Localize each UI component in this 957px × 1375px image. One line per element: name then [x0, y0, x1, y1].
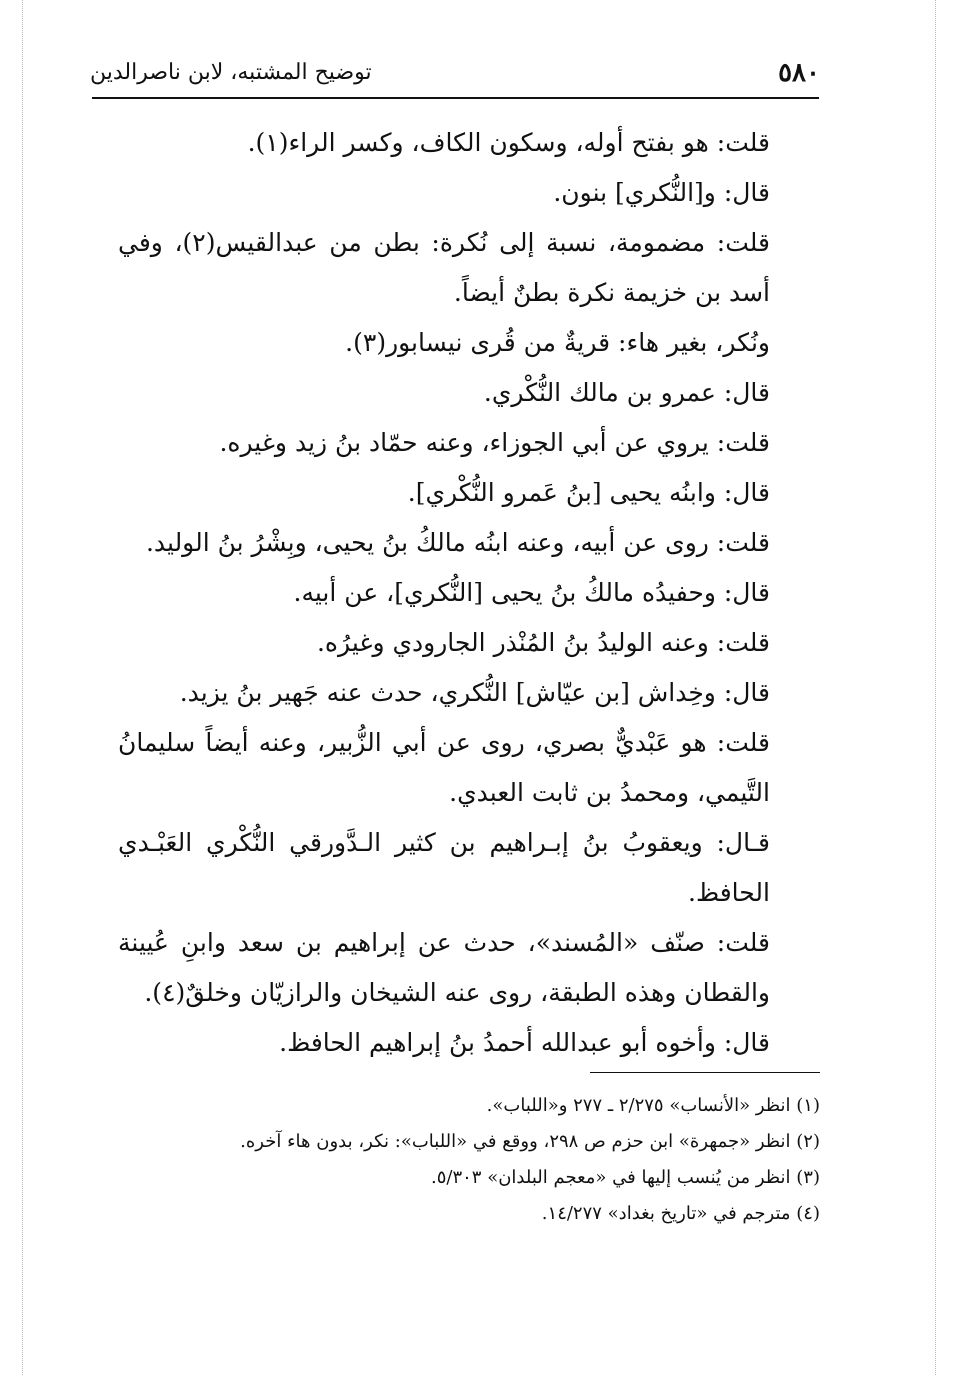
- footnote: (١) انظر «الأنساب» ٢/٢٧٥ ـ ٢٧٧ و«اللباب».: [486, 1095, 820, 1116]
- footnote-rule: [590, 1072, 820, 1073]
- running-title: توضيح المشتبه، لابن ناصرالدين: [90, 60, 372, 85]
- paragraph: قال: و[النُّكري] بنون.: [553, 178, 770, 207]
- paragraph: قال: عمرو بن مالك النُّكْري.: [483, 378, 770, 407]
- header-rule: [92, 97, 819, 99]
- footnotes: [240, 1088, 820, 1232]
- paragraph: قلت: هو عَبْديٌّ بصري، روى عن أبي الزُّبير، وعنه أيضاً سليمانُ التَّيمي، ومحمدُ بن ثابت العبدي.: [118, 728, 770, 807]
- paragraph: قال: وابنُه يحيى [بنُ عَمرو النُّكْري].: [407, 478, 770, 507]
- main-text: [118, 118, 818, 1068]
- footnote: (٤) مترجم في «تاريخ بغداد» ١٤/٢٧٧.: [541, 1203, 820, 1224]
- paragraph: قلت: مضمومة، نسبة إلى نُكرة: بطن من عبدالقيس(٢)، وفي أسد بن خزيمة نكرة بطنٌ أيضاً.: [118, 228, 770, 307]
- edge-margin-dots: [935, 0, 936, 1375]
- paragraph: قلت: صنّف «المُسند»، حدث عن إبراهيم بن سعد وابنِ عُيينة والقطان وهذه الطبقة، روى عنه الشيخان والرازيّان وخلقٌ(٤).: [118, 928, 770, 1007]
- page-number: ٥٨٠: [778, 58, 820, 88]
- paragraph: قال: وأخوه أبو عبدالله أحمدُ بنُ إبراهيم الحافظ.: [279, 1028, 770, 1057]
- footnote: (٢) انظر «جمهرة» ابن حزم ص ٢٩٨، ووقع في «اللباب»: نكر، بدون هاء آخره.: [240, 1131, 820, 1152]
- binding-margin-dots: [22, 0, 23, 1375]
- paragraph: ونُكر، بغير هاء: قريةٌ من قُرى نيسابور(٣).: [345, 328, 770, 357]
- footnote: (٣) انظر من يُنسب إليها في «معجم البلدان» ٥/٣٠٣.: [430, 1167, 820, 1188]
- paragraph: قلت: وعنه الوليدُ بنُ المُنْذر الجارودي وغيرُه.: [316, 628, 770, 657]
- page-header: [90, 58, 820, 94]
- paragraph: قلت: روى عن أبيه، وعنه ابنُه مالكُ بنُ يحيى، وبِشْرُ بنُ الوليد.: [145, 528, 770, 557]
- paragraph: قال: وحفيدُه مالكُ بنُ يحيى [النُّكري]، عن أبيه.: [293, 578, 770, 607]
- paragraph: قال: وخِداش [بن عيّاش] النُّكري، حدث عنه جَهير بنُ يزيد.: [179, 678, 770, 707]
- paragraph: قلت: هو بفتح أوله، وسكون الكاف، وكسر الراء(١).: [247, 128, 770, 157]
- paragraph: قلت: يروي عن أبي الجوزاء، وعنه حمّاد بنُ زيد وغيره.: [219, 428, 770, 457]
- paragraph: قـال: ويعقوبُ بنُ إبـراهيم بن كثير الـدَّورقي النُّكْري العَبْـدي الحافظ.: [118, 828, 770, 907]
